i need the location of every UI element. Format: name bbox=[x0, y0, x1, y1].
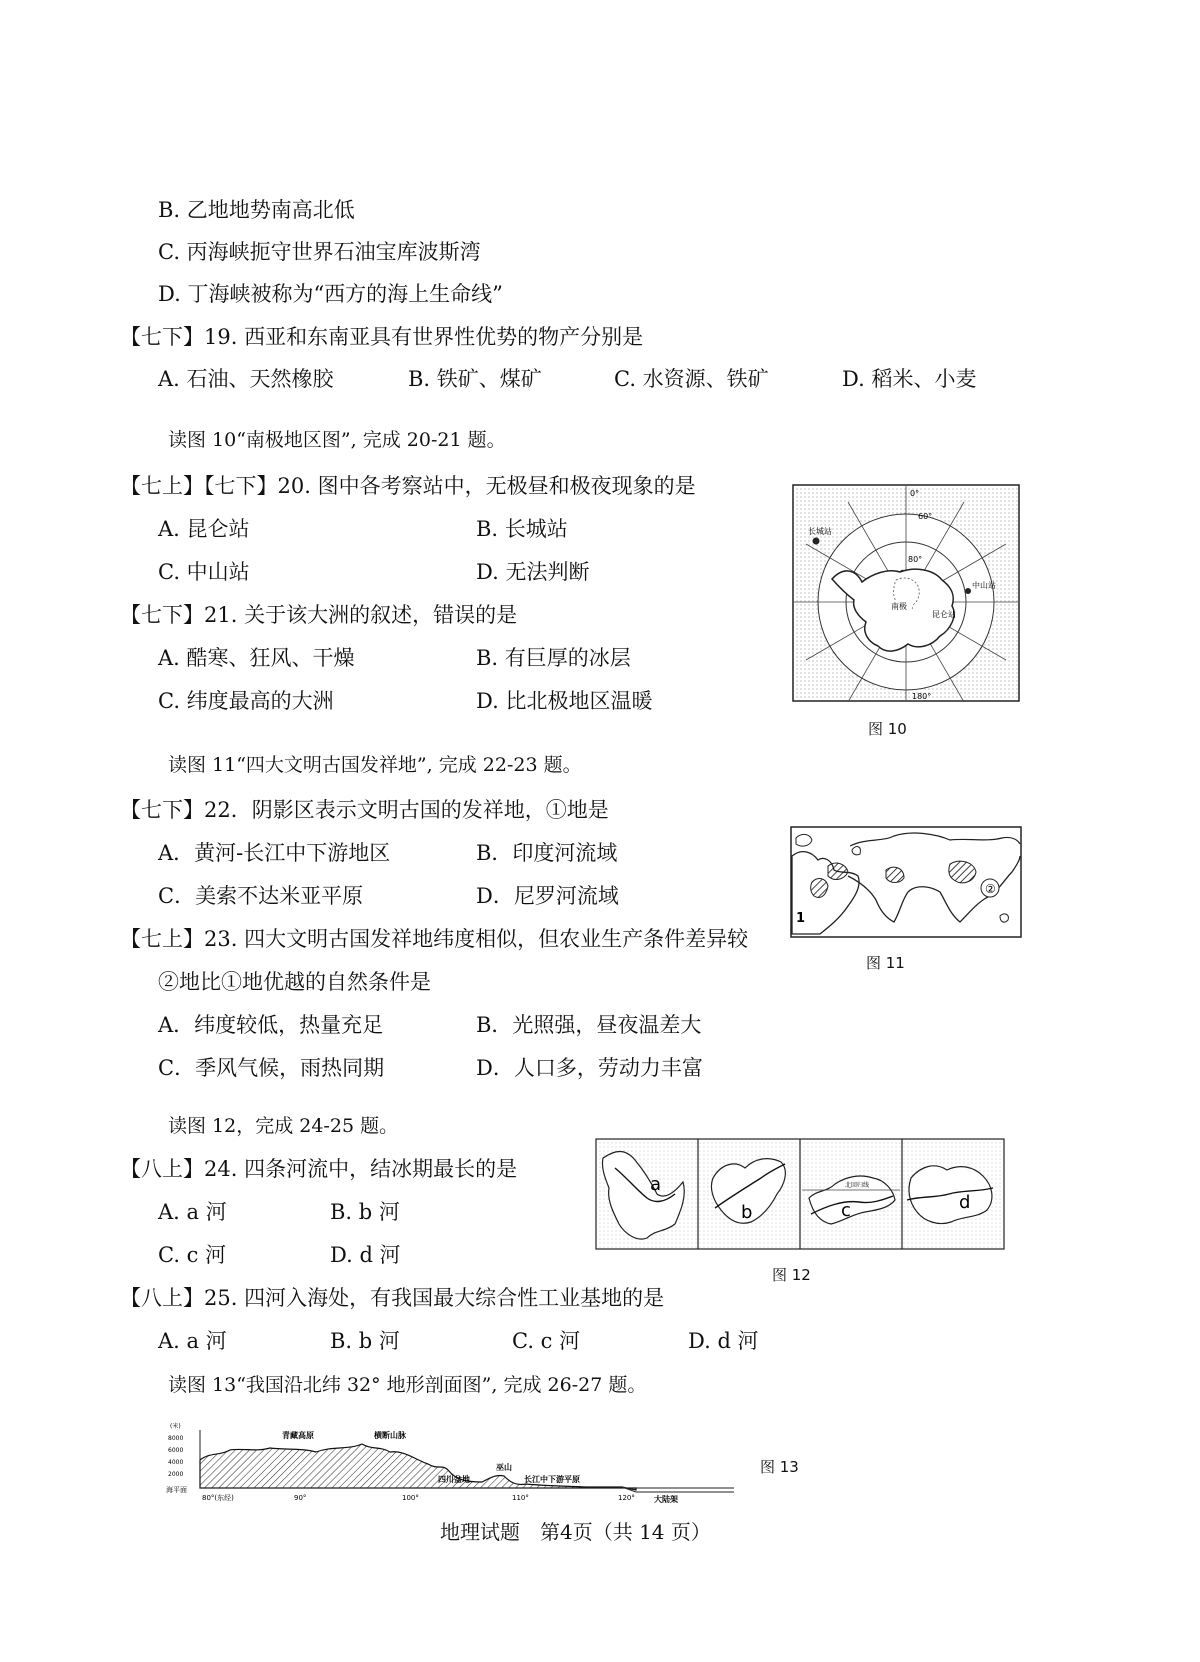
q23-option-c: C．季风气候，雨热同期 bbox=[158, 1056, 385, 1080]
fig11-caption: 图 11 bbox=[866, 954, 905, 972]
q22-option-b: B．印度河流域 bbox=[476, 841, 618, 865]
q25-stem: 【八上】25. 四河入海处，有我国最大综合性工业基地的是 bbox=[120, 1286, 665, 1310]
q24-stem: 【八上】24. 四条河流中，结冰期最长的是 bbox=[120, 1157, 518, 1181]
q18-option-c: C. 丙海峡扼守世界石油宝库波斯湾 bbox=[158, 240, 481, 264]
q21-option-b: B. 有巨厚的冰层 bbox=[476, 646, 631, 670]
intro-fig10: 读图 10“南极地区图”, 完成 20-21 题。 bbox=[168, 429, 506, 451]
lon-bottom-label: 180° bbox=[912, 692, 932, 701]
marker-1-label: 1 bbox=[796, 911, 806, 926]
river-b-label: b bbox=[741, 1202, 753, 1223]
marker-2-label: ② bbox=[985, 882, 996, 896]
kunlun-station-label: 昆仑站 bbox=[932, 610, 956, 619]
q18-option-b: B. 乙地地势南高北低 bbox=[158, 198, 355, 222]
q19-stem: 【七下】19. 西亚和东南亚具有世界性优势的物产分别是 bbox=[120, 325, 644, 349]
zhongshan-station-marker bbox=[965, 588, 971, 594]
intro-fig11: 读图 11“四大文明古国发祥地”, 完成 22-23 题。 bbox=[168, 754, 582, 776]
x-tick-120: 120° bbox=[618, 1494, 635, 1502]
intro-fig13: 读图 13“我国沿北纬 32° 地形剖面图”, 完成 26-27 题。 bbox=[168, 1374, 647, 1396]
x-tick-100: 100° bbox=[402, 1494, 419, 1502]
q24-option-b: B. b 河 bbox=[330, 1200, 400, 1224]
q25-option-b: B. b 河 bbox=[330, 1329, 400, 1353]
q25-option-a: A. a 河 bbox=[158, 1329, 227, 1353]
q24-option-c: C. c 河 bbox=[158, 1243, 227, 1267]
sichuan-basin-label: 四川盆地 bbox=[438, 1475, 470, 1484]
q20-stem: 【七上】【七下】20. 图中各考察站中，无极昼和极夜现象的是 bbox=[120, 474, 696, 498]
q23-option-a: A．纬度较低，热量充足 bbox=[158, 1013, 384, 1037]
wushan-label: 巫山 bbox=[496, 1463, 512, 1472]
lon-top-label: 0° bbox=[910, 489, 920, 498]
x-tick-80: 80°(东经) bbox=[202, 1494, 234, 1502]
q20-option-b: B. 长城站 bbox=[476, 517, 568, 541]
changcheng-station-label: 长城站 bbox=[808, 527, 832, 536]
fig13-caption: 图 13 bbox=[760, 1458, 799, 1476]
q22-option-c: C．美索不达米亚平原 bbox=[158, 884, 364, 908]
q21-option-c: C. 纬度最高的大洲 bbox=[158, 689, 334, 713]
q19-option-b: B. 铁矿、煤矿 bbox=[408, 367, 542, 391]
q25-option-d: D. d 河 bbox=[688, 1329, 759, 1353]
x-tick-110: 110° bbox=[512, 1494, 529, 1502]
intro-fig12: 读图 12，完成 24-25 题。 bbox=[168, 1115, 399, 1137]
unit-label: (米) bbox=[170, 1423, 181, 1430]
qinghai-plateau-label: 青藏高原 bbox=[282, 1431, 314, 1440]
y-tick-8000: 8000 bbox=[168, 1435, 184, 1442]
q23-stem-continued: ②地比①地优越的自然条件是 bbox=[158, 970, 431, 994]
south-pole-label: 南极 bbox=[891, 602, 907, 611]
q19-option-a: A. 石油、天然橡胶 bbox=[158, 367, 334, 391]
x-tick-90: 90° bbox=[294, 1494, 307, 1502]
q24-option-d: D. d 河 bbox=[330, 1243, 401, 1267]
river-c-label: c bbox=[841, 1200, 851, 1221]
q20-option-a: A. 昆仑站 bbox=[158, 517, 250, 541]
four-rivers-figure bbox=[595, 1138, 1005, 1250]
sea-level-label: 海平面 bbox=[166, 1486, 187, 1494]
lat-inner-label: 80° bbox=[908, 555, 923, 564]
tropic-label: 北回归线 bbox=[845, 1182, 870, 1189]
y-tick-4000: 4000 bbox=[168, 1459, 184, 1466]
river-a-label: a bbox=[650, 1174, 662, 1195]
q21-stem: 【七下】21. 关于该大洲的叙述，错误的是 bbox=[120, 603, 518, 627]
ancient-civilizations-map-figure bbox=[790, 826, 1022, 938]
fig12-caption: 图 12 bbox=[772, 1266, 811, 1284]
q22-stem: 【七下】22．阴影区表示文明古国的发祥地，①地是 bbox=[120, 798, 609, 822]
changcheng-station-marker bbox=[813, 538, 820, 545]
q20-option-c: C. 中山站 bbox=[158, 560, 250, 584]
fig10-caption: 图 10 bbox=[868, 720, 907, 738]
antarctic-map-figure bbox=[792, 484, 1020, 702]
q22-option-a: A．黄河-长江中下游地区 bbox=[158, 841, 391, 865]
q24-option-a: A. a 河 bbox=[158, 1200, 227, 1224]
q25-option-c: C. c 河 bbox=[512, 1329, 581, 1353]
continental-shelf-label: 大陆架 bbox=[654, 1495, 678, 1504]
y-tick-2000: 2000 bbox=[168, 1471, 184, 1478]
q21-option-d: D. 比北极地区温暖 bbox=[476, 689, 653, 713]
q19-option-d: D. 稻米、小麦 bbox=[842, 367, 977, 391]
river-d-label: d bbox=[959, 1192, 971, 1213]
q23-option-d: D．人口多，劳动力丰富 bbox=[476, 1056, 703, 1080]
y-tick-6000: 6000 bbox=[168, 1447, 184, 1454]
q20-option-d: D. 无法判断 bbox=[476, 560, 590, 584]
q22-option-d: D．尼罗河流域 bbox=[476, 884, 619, 908]
zhongshan-station-label: 中山站 bbox=[972, 581, 996, 590]
civilization-2-region bbox=[949, 861, 976, 883]
changjiang-plain-label: 长江中下游平原 bbox=[524, 1475, 580, 1484]
hengduan-mountains-label: 横断山脉 bbox=[374, 1431, 406, 1440]
page-footer: 地理试题 第4页（共 14 页） bbox=[440, 1520, 711, 1544]
q21-option-a: A. 酷寒、狂风、干燥 bbox=[158, 646, 355, 670]
terrain-profile-figure bbox=[166, 1420, 736, 1504]
q18-option-d: D. 丁海峡被称为“西方的海上生命线” bbox=[158, 282, 503, 306]
q23-option-b: B．光照强，昼夜温差大 bbox=[476, 1013, 702, 1037]
lat-outer-label: 60° bbox=[918, 512, 933, 521]
q23-stem: 【七上】23. 四大文明古国发祥地纬度相似，但农业生产条件差异较 bbox=[120, 927, 749, 951]
q19-option-c: C. 水资源、铁矿 bbox=[614, 367, 769, 391]
